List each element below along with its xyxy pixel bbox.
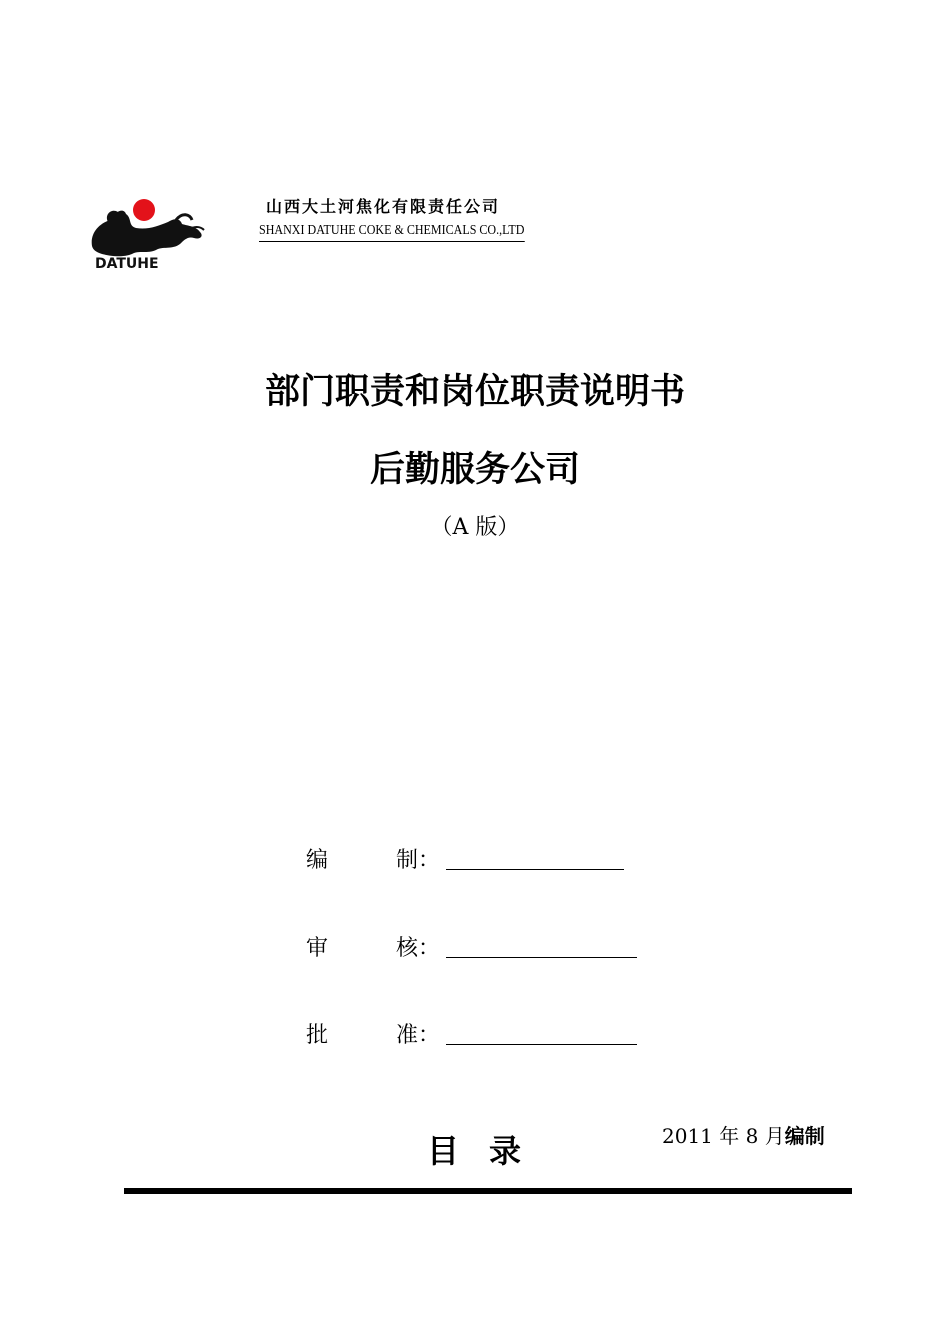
signature-label-char1: 批: [306, 1023, 329, 1048]
version-label: （A 版）: [430, 515, 520, 540]
signature-line: [446, 1044, 637, 1045]
signature-label-char2: 制：: [396, 848, 441, 873]
compile-date-value: 2011 年 8 月: [662, 1124, 785, 1148]
signature-line: [446, 869, 624, 870]
logo-text: DATUHE: [95, 256, 159, 272]
compile-date: [662, 1120, 825, 1149]
signature-line: [446, 957, 637, 958]
company-name-en: SHANXI DATUHE COKE & CHEMICALS CO.,LTD: [259, 223, 524, 242]
contents-heading: 目录: [427, 1132, 552, 1170]
company-name-cn: 山西大土河焦化有限责任公司: [266, 197, 501, 216]
signature-label-char2: 准：: [396, 1023, 441, 1048]
signature-label-char2: 核：: [396, 936, 441, 961]
compile-date-suffix: 编制: [784, 1124, 825, 1148]
department-title: 后勤服务公司: [369, 450, 580, 490]
divider-rule: [124, 1188, 852, 1194]
datuhe-logo: [88, 196, 208, 272]
signature-label-char1: 编: [306, 848, 329, 873]
signature-label-char1: 审: [306, 936, 329, 961]
document-title: 部门职责和岗位职责说明书: [264, 372, 685, 412]
